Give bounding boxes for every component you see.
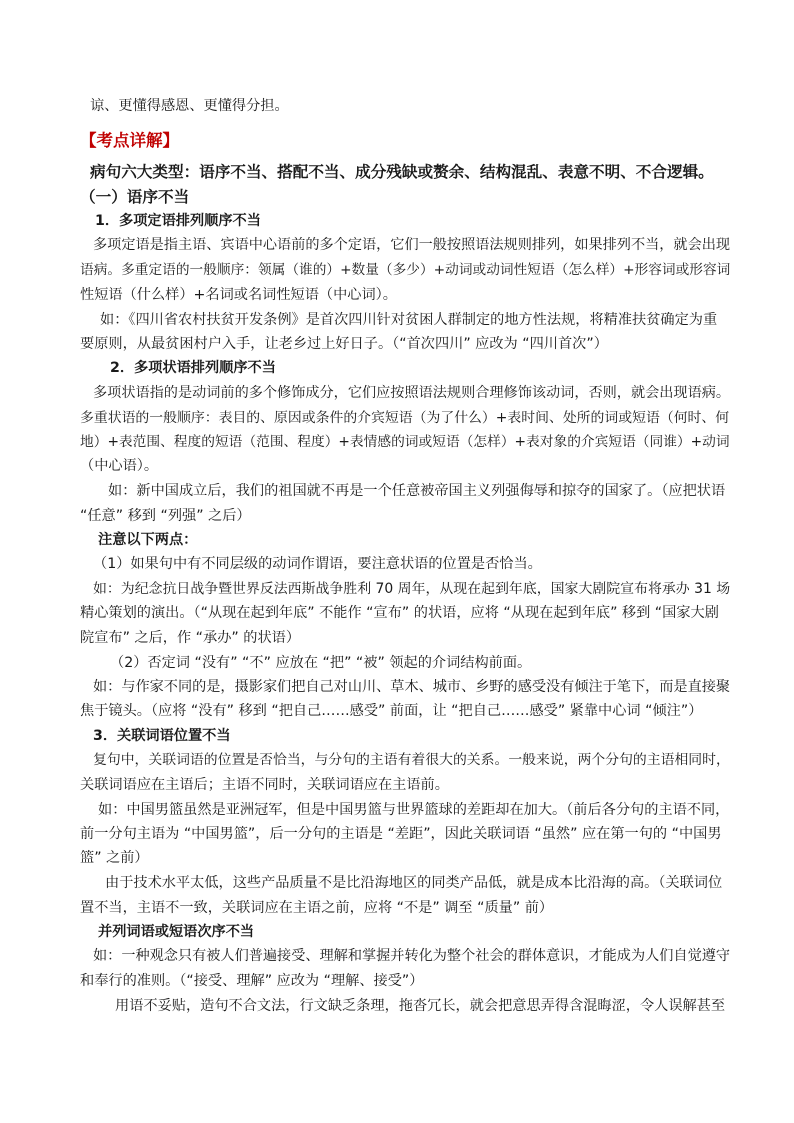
note-title: 注意以下两点： — [98, 532, 198, 548]
paragraph-line: 多项定语是指主语、宾语中心语前的多个定语，它们一般按照语法规则排列，如果排列不当，就会出现 — [93, 237, 731, 253]
example-line: 如：为纪念抗日战争暨世界反法西斯战争胜利 70 周年，从现在起到年底，国家大剧院宣布将承办 31 场 — [93, 581, 731, 597]
subsection-title-conjunction: 3．关联词语位置不当 — [93, 728, 231, 744]
section-header-kaodian: 【考点详解】 — [80, 131, 179, 150]
example-line: 院宣布” 之后，作 “承办” 的状语） — [80, 630, 301, 646]
paragraph-line: 地）+表范围、程度的短语（范围、程度）+表情感的词或短语（怎样）+表对象的介宾短语（同谁）+动词 — [80, 434, 730, 450]
paragraph-line: 关联词语应在主语后；主语不同时，关联词语应在主语前。 — [80, 777, 449, 793]
paragraph-line: 语病。多重定语的一般顺序：领属（谁的）+数量（多少）+动词或动词性短语（怎么样）+形容词或形容词 — [80, 262, 731, 278]
subsection-title-adverbial: 2．多项状语排列顺序不当 — [110, 360, 276, 376]
continuation-text: 谅、更懂得感恩、更懂得分担。 — [90, 98, 289, 114]
example-line: 如：与作家不同的是，摄影家们把自己对山川、草木、城市、乡野的感受没有倾注于笔下，而是直接聚 — [93, 679, 731, 695]
example-line: 前一分句主语为 “中国男篮”，后一分句的主语是 “差距”，因此关联词语 “虽然” 应在第一句的 “中国男 — [80, 826, 722, 842]
paragraph-line: （中心语）。 — [80, 458, 159, 474]
paragraph-line: 多重状语的一般顺序：表目的、原因或条件的介宾短语（为了什么）+表时间、处所的词或短语（何时、何 — [80, 410, 730, 426]
example-line: 篮” 之前） — [80, 850, 149, 866]
example-line: “任意” 移到 “列强” 之后） — [80, 508, 251, 524]
example-line: 置不当，主语不一致，关联词应在主语之前，应将 “不是” 调至 “质量” 前） — [80, 900, 554, 916]
paragraph-line: 多项状语指的是动词前的多个修饰成分，它们应按照语法规则合理修饰该动词，否则，就会出现语病。 — [93, 385, 731, 401]
example-line: 焦于镜头。（应将 “没有” 移到 “把自己……感受” 前面，让 “把自己……感受” 紧靠中心词 “倾注”） — [80, 703, 703, 719]
subsection-title-attributive: 1．多项定语排列顺序不当 — [95, 213, 261, 229]
paragraph-line: 性短语（什么样）+名词或名词性短语（中心词）。 — [80, 287, 397, 303]
paragraph-line: 复句中，关联词语的位置是否恰当，与分句的主语有着很大的关系。一般来说，两个分句的主语相同时， — [93, 752, 730, 768]
note-line: （2）否定词 “没有” “不” 应放在 “把” “被” 领起的介词结构前面。 — [110, 655, 532, 671]
error-types-overview: 病句六大类型：语序不当、搭配不当、成分残缺或赘余、结构混乱、表意不明、不合逻辑。 — [90, 163, 714, 181]
note-line: （1）如果句中有不同层级的动词作谓语，要注意状语的位置是否恰当。 — [93, 556, 542, 572]
example-line: 如：新中国成立后，我们的祖国就不再是一个任意被帝国主义列强侮辱和掠夺的国家了。（应把状语 — [108, 483, 726, 499]
example-line: 要原则，从最贫困村户入手，让老乡过上好日子。（“首次四川” 应改为 “四川首次”） — [80, 336, 608, 352]
example-line: 精心策划的演出。（“从现在起到年底” 不能作 “宣布” 的状语，应将 “从现在起到年底” 移到 “国家大剧 — [80, 605, 719, 621]
example-line: 由于技术水平太低，这些产品质量不是比沿海地区的同类产品低，就是成本比沿海的高。（关联词位 — [105, 875, 723, 891]
example-line: 如：《四川省农村扶贫开发条例》是首次四川针对贫困人群制定的地方性法规，将精准扶贫确定为重 — [100, 312, 718, 328]
subsection-title-coordinate: 并列词语或短语次序不当 — [98, 924, 255, 940]
example-line: 如：一种观念只有被人们普遍接受、理解和掌握并转化为整个社会的群体意识，才能成为人们自觉遵守 — [93, 948, 731, 964]
category-title-word-order: （一）语序不当 — [80, 188, 190, 206]
example-line: 和奉行的准则。（“接受、理解” 应改为 “理解、接受”） — [80, 973, 424, 989]
paragraph-line: 用语不妥贴，造句不合文法，行文缺乏条理，拖沓冗长，就会把意思弄得含混晦涩，令人误解甚至 — [115, 998, 726, 1014]
example-line: 如：中国男篮虽然是亚洲冠军，但是中国男篮与世界篮球的差距却在加大。（前后各分句的主语不同， — [98, 802, 730, 818]
